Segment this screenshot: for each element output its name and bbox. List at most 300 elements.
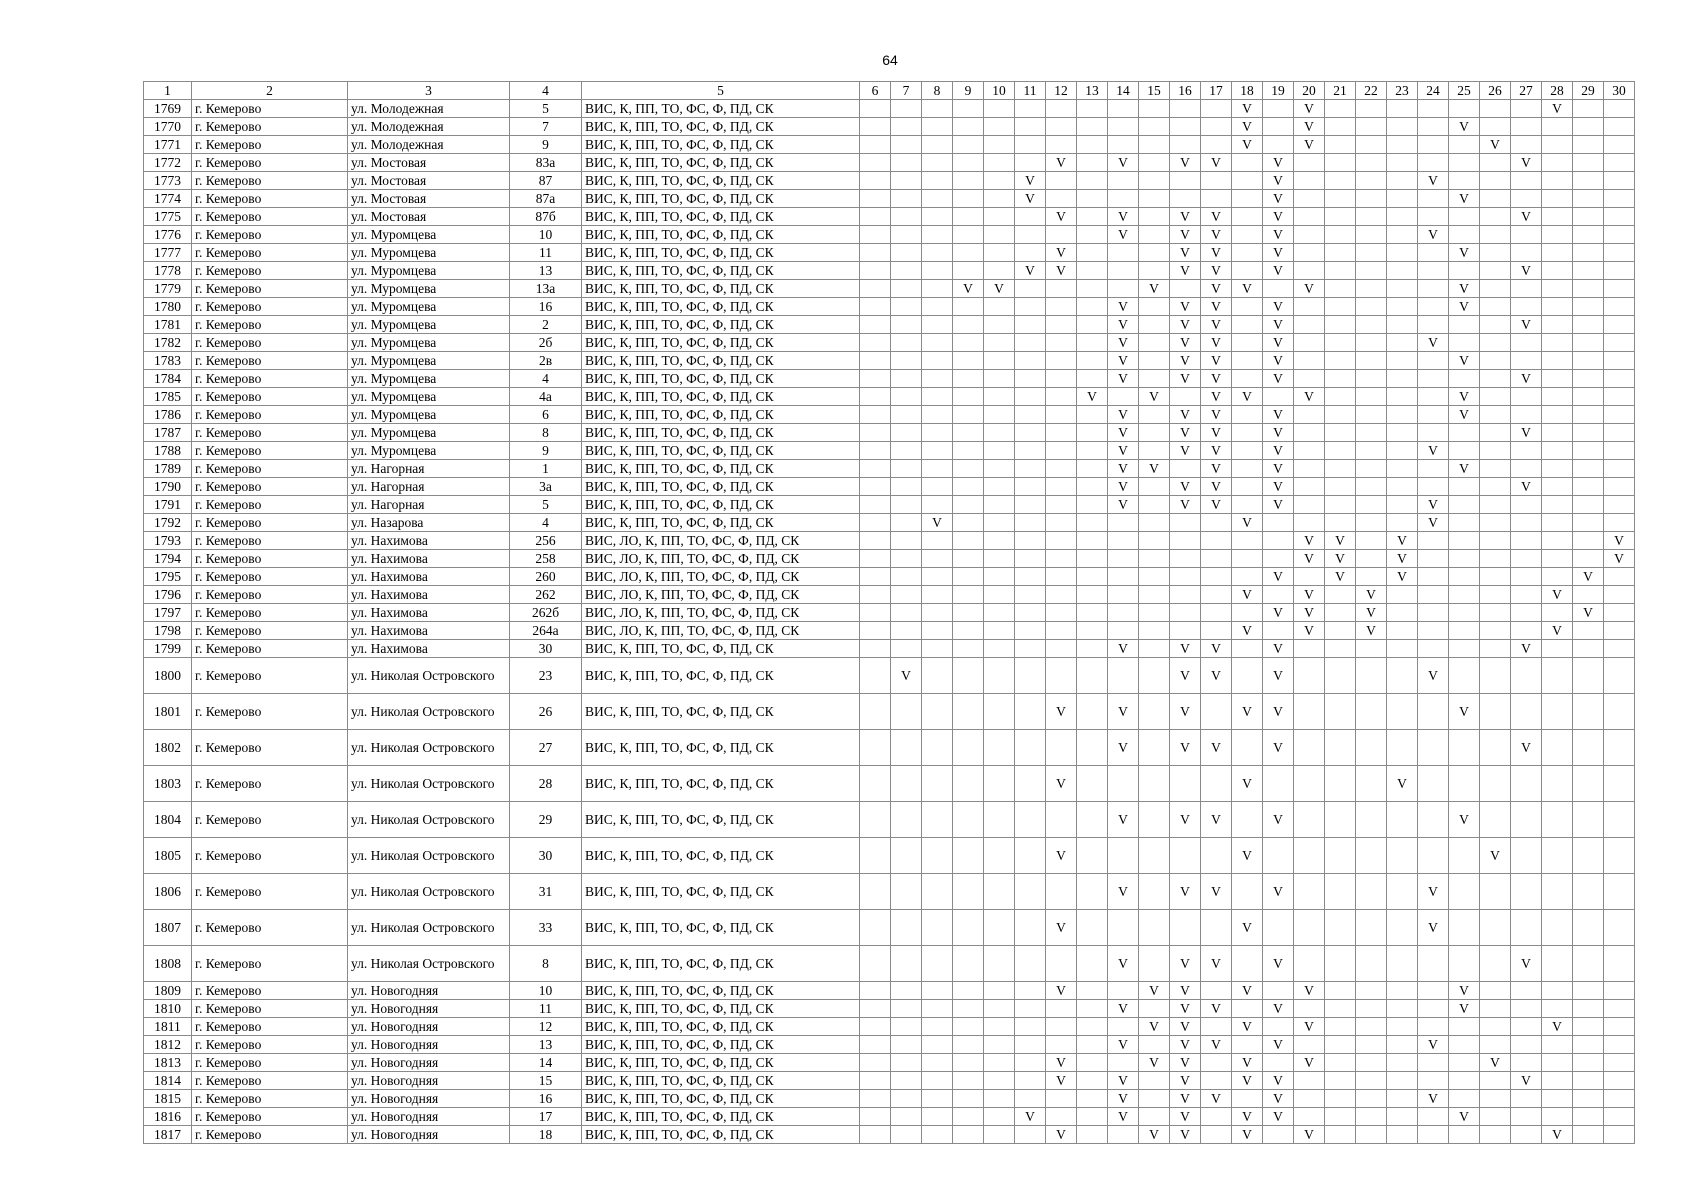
empty-cell	[891, 514, 922, 532]
house-number-cell: 10	[510, 226, 582, 244]
empty-cell	[860, 586, 891, 604]
empty-cell	[1480, 1072, 1511, 1090]
empty-cell	[1573, 766, 1604, 802]
street-cell: ул. Мостовая	[348, 172, 510, 190]
empty-cell	[1604, 226, 1635, 244]
row-number-cell: 1770	[144, 118, 192, 136]
table-row	[144, 442, 1635, 460]
empty-cell	[1387, 388, 1418, 406]
empty-cell	[1015, 118, 1046, 136]
services-cell: ВИС, К, ПП, ТО, ФС, Ф, ПД, СК	[582, 1018, 860, 1036]
empty-cell	[1077, 226, 1108, 244]
city-cell: г. Кемерово	[192, 388, 348, 406]
check-mark-cell: V	[1449, 1108, 1480, 1126]
empty-cell	[1480, 550, 1511, 568]
empty-cell	[1139, 838, 1170, 874]
empty-cell	[1604, 478, 1635, 496]
table-row	[144, 694, 1635, 730]
empty-cell	[1356, 190, 1387, 208]
empty-cell	[1480, 946, 1511, 982]
empty-cell	[1573, 946, 1604, 982]
house-number-cell: 2в	[510, 352, 582, 370]
check-mark-cell: V	[1108, 1108, 1139, 1126]
empty-cell	[1170, 136, 1201, 154]
empty-cell	[1232, 208, 1263, 226]
check-mark-cell: V	[1263, 730, 1294, 766]
city-cell: г. Кемерово	[192, 946, 348, 982]
empty-cell	[1232, 316, 1263, 334]
city-cell: г. Кемерово	[192, 280, 348, 298]
empty-cell	[1480, 874, 1511, 910]
empty-cell	[1480, 496, 1511, 514]
empty-cell	[1449, 154, 1480, 172]
empty-cell	[1387, 460, 1418, 478]
empty-cell	[984, 1126, 1015, 1144]
house-number-cell: 33	[510, 910, 582, 946]
city-cell: г. Кемерово	[192, 694, 348, 730]
table-row	[144, 172, 1635, 190]
empty-cell	[891, 208, 922, 226]
empty-cell	[1294, 640, 1325, 658]
empty-cell	[1325, 100, 1356, 118]
empty-cell	[1077, 1126, 1108, 1144]
row-number-cell: 1790	[144, 478, 192, 496]
check-mark-cell: V	[1418, 658, 1449, 694]
check-mark-cell: V	[1046, 1126, 1077, 1144]
empty-cell	[1077, 118, 1108, 136]
check-mark-cell: V	[1387, 766, 1418, 802]
check-mark-cell: V	[1449, 694, 1480, 730]
empty-cell	[1139, 118, 1170, 136]
empty-cell	[1325, 226, 1356, 244]
empty-cell	[984, 658, 1015, 694]
check-mark-cell: V	[1108, 874, 1139, 910]
check-mark-cell: V	[1232, 1108, 1263, 1126]
table-row	[144, 280, 1635, 298]
column-number-cell: 13	[1077, 82, 1108, 100]
empty-cell	[1294, 262, 1325, 280]
city-cell: г. Кемерово	[192, 550, 348, 568]
check-mark-cell: V	[1170, 352, 1201, 370]
empty-cell	[1294, 244, 1325, 262]
check-mark-cell: V	[1480, 838, 1511, 874]
check-mark-cell: V	[1170, 694, 1201, 730]
check-mark-cell: V	[1170, 442, 1201, 460]
services-cell: ВИС, К, ПП, ТО, ФС, Ф, ПД, СК	[582, 226, 860, 244]
empty-cell	[1387, 1126, 1418, 1144]
empty-cell	[922, 1126, 953, 1144]
column-number-cell: 25	[1449, 82, 1480, 100]
empty-cell	[953, 874, 984, 910]
empty-cell	[1480, 1018, 1511, 1036]
empty-cell	[1201, 1126, 1232, 1144]
empty-cell	[1015, 982, 1046, 1000]
check-mark-cell: V	[1263, 802, 1294, 838]
empty-cell	[1201, 586, 1232, 604]
empty-cell	[1449, 586, 1480, 604]
check-mark-cell: V	[1449, 298, 1480, 316]
empty-cell	[860, 298, 891, 316]
check-mark-cell: V	[1108, 370, 1139, 388]
empty-cell	[1139, 100, 1170, 118]
empty-cell	[1077, 352, 1108, 370]
empty-cell	[1015, 1054, 1046, 1072]
empty-cell	[1294, 316, 1325, 334]
row-number-cell: 1788	[144, 442, 192, 460]
house-number-cell: 8	[510, 946, 582, 982]
empty-cell	[1108, 532, 1139, 550]
empty-cell	[1046, 496, 1077, 514]
empty-cell	[1325, 1090, 1356, 1108]
empty-cell	[953, 1000, 984, 1018]
empty-cell	[1573, 1126, 1604, 1144]
city-cell: г. Кемерово	[192, 190, 348, 208]
empty-cell	[922, 460, 953, 478]
empty-cell	[953, 1108, 984, 1126]
street-cell: ул. Новогодняя	[348, 1018, 510, 1036]
empty-cell	[1542, 406, 1573, 424]
empty-cell	[1263, 1054, 1294, 1072]
empty-cell	[1077, 208, 1108, 226]
empty-cell	[1542, 298, 1573, 316]
empty-cell	[1170, 586, 1201, 604]
empty-cell	[922, 982, 953, 1000]
empty-cell	[891, 874, 922, 910]
empty-cell	[891, 190, 922, 208]
empty-cell	[1511, 1054, 1542, 1072]
empty-cell	[1449, 838, 1480, 874]
row-number-cell: 1815	[144, 1090, 192, 1108]
empty-cell	[891, 118, 922, 136]
empty-cell	[1015, 1036, 1046, 1054]
empty-cell	[1325, 262, 1356, 280]
empty-cell	[1139, 604, 1170, 622]
empty-cell	[1511, 982, 1542, 1000]
empty-cell	[1015, 874, 1046, 910]
street-cell: ул. Нахимова	[348, 622, 510, 640]
empty-cell	[1418, 100, 1449, 118]
empty-cell	[1325, 352, 1356, 370]
empty-cell	[953, 334, 984, 352]
check-mark-cell: V	[1480, 1054, 1511, 1072]
empty-cell	[1418, 640, 1449, 658]
empty-cell	[1077, 982, 1108, 1000]
empty-cell	[1015, 532, 1046, 550]
empty-cell	[1201, 514, 1232, 532]
empty-cell	[891, 334, 922, 352]
empty-cell	[891, 406, 922, 424]
empty-cell	[891, 532, 922, 550]
empty-cell	[953, 190, 984, 208]
services-cell: ВИС, К, ПП, ТО, ФС, Ф, ПД, СК	[582, 802, 860, 838]
empty-cell	[1573, 298, 1604, 316]
empty-cell	[1232, 370, 1263, 388]
empty-cell	[1387, 1018, 1418, 1036]
empty-cell	[1449, 658, 1480, 694]
empty-cell	[860, 1108, 891, 1126]
house-number-cell: 4	[510, 514, 582, 532]
empty-cell	[1232, 730, 1263, 766]
empty-cell	[1077, 496, 1108, 514]
empty-cell	[1294, 154, 1325, 172]
services-cell: ВИС, К, ПП, ТО, ФС, Ф, ПД, СК	[582, 208, 860, 226]
empty-cell	[891, 640, 922, 658]
services-cell: ВИС, ЛО, К, ПП, ТО, ФС, Ф, ПД, СК	[582, 622, 860, 640]
empty-cell	[1449, 334, 1480, 352]
empty-cell	[1325, 406, 1356, 424]
empty-cell	[1232, 406, 1263, 424]
services-cell: ВИС, ЛО, К, ПП, ТО, ФС, Ф, ПД, СК	[582, 586, 860, 604]
empty-cell	[1511, 172, 1542, 190]
check-mark-cell: V	[1201, 388, 1232, 406]
street-cell: ул. Николая Островского	[348, 694, 510, 730]
check-mark-cell: V	[1108, 694, 1139, 730]
empty-cell	[953, 226, 984, 244]
check-mark-cell: V	[1263, 442, 1294, 460]
empty-cell	[1511, 874, 1542, 910]
empty-cell	[1294, 334, 1325, 352]
empty-cell	[1511, 766, 1542, 802]
check-mark-cell: V	[1263, 460, 1294, 478]
empty-cell	[953, 532, 984, 550]
empty-cell	[922, 190, 953, 208]
empty-cell	[1356, 496, 1387, 514]
empty-cell	[1356, 694, 1387, 730]
empty-cell	[1542, 352, 1573, 370]
check-mark-cell: V	[1015, 1108, 1046, 1126]
services-cell: ВИС, К, ПП, ТО, ФС, Ф, ПД, СК	[582, 1108, 860, 1126]
house-number-cell: 3а	[510, 478, 582, 496]
table-row	[144, 118, 1635, 136]
empty-cell	[1015, 1018, 1046, 1036]
check-mark-cell: V	[1170, 1126, 1201, 1144]
row-number-cell: 1803	[144, 766, 192, 802]
empty-cell	[860, 136, 891, 154]
empty-cell	[1480, 460, 1511, 478]
table-row	[144, 478, 1635, 496]
check-mark-cell: V	[1108, 730, 1139, 766]
check-mark-cell: V	[1201, 1000, 1232, 1018]
empty-cell	[1387, 910, 1418, 946]
street-cell: ул. Новогодняя	[348, 1036, 510, 1054]
check-mark-cell: V	[1511, 424, 1542, 442]
empty-cell	[860, 424, 891, 442]
empty-cell	[1511, 604, 1542, 622]
empty-cell	[1263, 838, 1294, 874]
empty-cell	[1480, 766, 1511, 802]
services-cell: ВИС, К, ПП, ТО, ФС, Ф, ПД, СК	[582, 496, 860, 514]
empty-cell	[1542, 694, 1573, 730]
empty-cell	[1387, 226, 1418, 244]
empty-cell	[922, 352, 953, 370]
house-number-cell: 26	[510, 694, 582, 730]
table-row	[144, 496, 1635, 514]
house-number-cell: 264а	[510, 622, 582, 640]
empty-cell	[1046, 622, 1077, 640]
empty-cell	[891, 280, 922, 298]
check-mark-cell: V	[1046, 982, 1077, 1000]
empty-cell	[1449, 550, 1480, 568]
empty-cell	[1325, 1036, 1356, 1054]
empty-cell	[1542, 514, 1573, 532]
empty-cell	[1325, 424, 1356, 442]
empty-cell	[1542, 568, 1573, 586]
empty-cell	[1418, 388, 1449, 406]
check-mark-cell: V	[1046, 154, 1077, 172]
empty-cell	[1511, 568, 1542, 586]
empty-cell	[1201, 838, 1232, 874]
empty-cell	[1263, 136, 1294, 154]
empty-cell	[984, 946, 1015, 982]
street-cell: ул. Муромцева	[348, 352, 510, 370]
city-cell: г. Кемерово	[192, 172, 348, 190]
empty-cell	[1263, 1126, 1294, 1144]
table-row	[144, 1108, 1635, 1126]
empty-cell	[860, 1090, 891, 1108]
check-mark-cell: V	[1387, 550, 1418, 568]
empty-cell	[891, 388, 922, 406]
city-cell: г. Кемерово	[192, 1126, 348, 1144]
table-row	[144, 208, 1635, 226]
empty-cell	[1511, 388, 1542, 406]
empty-cell	[1201, 100, 1232, 118]
check-mark-cell: V	[1449, 244, 1480, 262]
row-number-cell: 1794	[144, 550, 192, 568]
empty-cell	[1542, 478, 1573, 496]
empty-cell	[891, 730, 922, 766]
check-mark-cell: V	[1201, 658, 1232, 694]
table-row	[144, 154, 1635, 172]
empty-cell	[1015, 568, 1046, 586]
table-row	[144, 226, 1635, 244]
check-mark-cell: V	[1232, 838, 1263, 874]
empty-cell	[1387, 604, 1418, 622]
empty-cell	[1232, 298, 1263, 316]
empty-cell	[860, 226, 891, 244]
empty-cell	[1480, 640, 1511, 658]
empty-cell	[1542, 1090, 1573, 1108]
empty-cell	[1418, 478, 1449, 496]
row-number-cell: 1778	[144, 262, 192, 280]
empty-cell	[1480, 622, 1511, 640]
empty-cell	[1573, 1054, 1604, 1072]
empty-cell	[984, 568, 1015, 586]
empty-cell	[984, 316, 1015, 334]
house-number-cell: 9	[510, 442, 582, 460]
check-mark-cell: V	[1263, 406, 1294, 424]
empty-cell	[953, 118, 984, 136]
city-cell: г. Кемерово	[192, 424, 348, 442]
check-mark-cell: V	[1201, 280, 1232, 298]
empty-cell	[1046, 424, 1077, 442]
empty-cell	[1449, 1018, 1480, 1036]
check-mark-cell: V	[1046, 1054, 1077, 1072]
empty-cell	[1387, 298, 1418, 316]
empty-cell	[1015, 550, 1046, 568]
empty-cell	[1232, 190, 1263, 208]
empty-cell	[1542, 226, 1573, 244]
empty-cell	[891, 154, 922, 172]
empty-cell	[953, 460, 984, 478]
empty-cell	[1480, 424, 1511, 442]
column-number-cell: 16	[1170, 82, 1201, 100]
empty-cell	[1418, 1072, 1449, 1090]
empty-cell	[1480, 568, 1511, 586]
column-number-cell: 3	[348, 82, 510, 100]
city-cell: г. Кемерово	[192, 118, 348, 136]
empty-cell	[1387, 1072, 1418, 1090]
empty-cell	[1387, 1036, 1418, 1054]
street-cell: ул. Нахимова	[348, 532, 510, 550]
empty-cell	[860, 838, 891, 874]
empty-cell	[1170, 190, 1201, 208]
street-cell: ул. Муромцева	[348, 442, 510, 460]
empty-cell	[1201, 172, 1232, 190]
empty-cell	[891, 460, 922, 478]
empty-cell	[891, 298, 922, 316]
empty-cell	[1015, 946, 1046, 982]
check-mark-cell: V	[1511, 154, 1542, 172]
empty-cell	[1604, 1108, 1635, 1126]
empty-cell	[1387, 154, 1418, 172]
empty-cell	[860, 388, 891, 406]
empty-cell	[860, 982, 891, 1000]
empty-cell	[1139, 1036, 1170, 1054]
empty-cell	[1108, 136, 1139, 154]
city-cell: г. Кемерово	[192, 586, 348, 604]
empty-cell	[1604, 136, 1635, 154]
empty-cell	[1325, 910, 1356, 946]
empty-cell	[1356, 478, 1387, 496]
house-number-cell: 258	[510, 550, 582, 568]
services-cell: ВИС, К, ПП, ТО, ФС, Ф, ПД, СК	[582, 118, 860, 136]
empty-cell	[1077, 1090, 1108, 1108]
empty-cell	[1294, 730, 1325, 766]
empty-cell	[1604, 694, 1635, 730]
empty-cell	[1542, 1072, 1573, 1090]
empty-cell	[1356, 244, 1387, 262]
empty-cell	[1480, 244, 1511, 262]
empty-cell	[1356, 1036, 1387, 1054]
empty-cell	[1015, 1090, 1046, 1108]
empty-cell	[1387, 442, 1418, 460]
check-mark-cell: V	[1108, 946, 1139, 982]
empty-cell	[1015, 424, 1046, 442]
check-mark-cell: V	[1170, 640, 1201, 658]
check-mark-cell: V	[1170, 730, 1201, 766]
empty-cell	[1356, 316, 1387, 334]
empty-cell	[1480, 154, 1511, 172]
empty-cell	[922, 388, 953, 406]
empty-cell	[1480, 1036, 1511, 1054]
empty-cell	[1480, 802, 1511, 838]
empty-cell	[1511, 280, 1542, 298]
empty-cell	[1077, 334, 1108, 352]
column-number-cell: 9	[953, 82, 984, 100]
table-row	[144, 1054, 1635, 1072]
empty-cell	[984, 1000, 1015, 1018]
empty-cell	[1387, 118, 1418, 136]
empty-cell	[1573, 190, 1604, 208]
empty-cell	[953, 604, 984, 622]
empty-cell	[1449, 1090, 1480, 1108]
table-row	[144, 640, 1635, 658]
empty-cell	[1480, 586, 1511, 604]
street-cell: ул. Николая Островского	[348, 874, 510, 910]
house-number-cell: 5	[510, 100, 582, 118]
empty-cell	[1015, 496, 1046, 514]
house-number-cell: 262б	[510, 604, 582, 622]
